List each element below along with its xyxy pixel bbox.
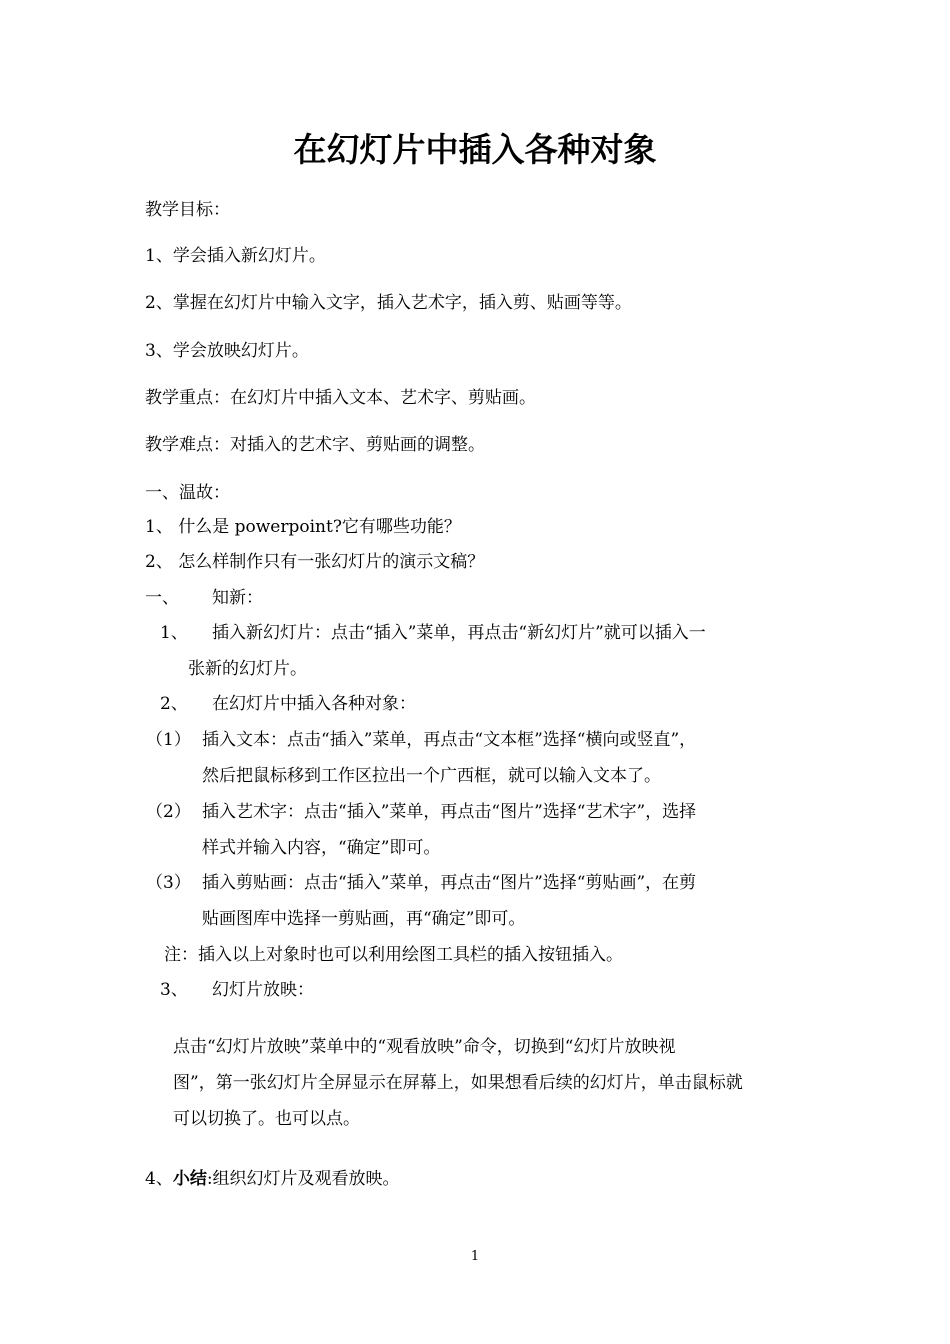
new-section-number: 一、 <box>145 588 179 608</box>
list-number: 2、 <box>160 694 188 714</box>
slideshow-paragraph: 图”，第一张幻灯片全屏显示在屏幕上，如果想看后续的幻灯片，单击鼠标就 <box>173 1073 743 1093</box>
new-section-heading: 知新： <box>212 588 263 608</box>
summary-label: 小结 <box>172 1169 207 1189</box>
sub-list-number: （1） <box>146 730 191 750</box>
objective-item: 1、学会插入新幻灯片。 <box>145 246 326 266</box>
review-question: 1、 什么是 powerpoint?它有哪些功能？ <box>145 517 461 537</box>
list-item-text: 插入新幻灯片：点击“插入”菜单，再点击“新幻灯片”就可以插入一 <box>212 623 706 643</box>
difficult-point: 教学难点：对插入的艺术字、剪贴画的调整。 <box>145 435 485 455</box>
summary-text: :组织幻灯片及观看放映。 <box>206 1169 400 1189</box>
sub-list-text: 然后把鼠标移到工作区拉出一个广西框，就可以输入文本了。 <box>202 766 661 786</box>
summary-number: 4、 <box>145 1169 173 1189</box>
objective-item: 3、学会放映幻灯片。 <box>145 341 309 361</box>
list-number: 3、 <box>160 980 188 1000</box>
list-item-text: 在幻灯片中插入各种对象： <box>212 694 416 714</box>
objectives-heading: 教学目标： <box>145 200 230 220</box>
sub-list-text: 插入剪贴画：点击“插入”菜单，再点击“图片”选择“剪贴画”，在剪 <box>202 873 697 893</box>
sub-list-text: 样式并输入内容，“确定”即可。 <box>202 838 441 858</box>
sub-list-number: （3） <box>146 873 191 893</box>
summary-line <box>145 1167 400 1191</box>
page-number: 1 <box>470 1249 480 1264</box>
sub-list-number: （2） <box>146 802 191 822</box>
list-item-text: 张新的幻灯片。 <box>188 659 307 679</box>
objective-item: 2、掌握在幻灯片中输入文字，插入艺术字，插入剪、贴画等等。 <box>145 293 632 313</box>
document-title: 在幻灯片中插入各种对象 <box>293 130 657 169</box>
slideshow-paragraph: 点击“幻灯片放映”菜单中的“观看放映”命令，切换到“幻灯片放映视 <box>173 1037 676 1057</box>
list-item-text: 幻灯片放映： <box>212 980 314 1000</box>
sub-list-text: 插入艺术字：点击“插入”菜单，再点击“图片”选择“艺术字”，选择 <box>202 802 697 822</box>
note-text: 注：插入以上对象时也可以利用绘图工具栏的插入按钮插入。 <box>164 945 623 965</box>
sub-list-text: 贴画图库中选择一剪贴画，再“确定”即可。 <box>202 909 526 929</box>
slideshow-paragraph: 可以切换了。也可以点。 <box>173 1109 360 1129</box>
sub-list-text: 插入文本：点击“插入”菜单，再点击“文本框”选择“横向或竖直”， <box>202 730 697 750</box>
key-point: 教学重点：在幻灯片中插入文本、艺术字、剪贴画。 <box>145 388 536 408</box>
review-question: 2、 怎么样制作只有一张幻灯片的演示文稿？ <box>145 552 485 572</box>
review-heading: 一、温故： <box>145 483 230 503</box>
list-number: 1、 <box>160 623 188 643</box>
